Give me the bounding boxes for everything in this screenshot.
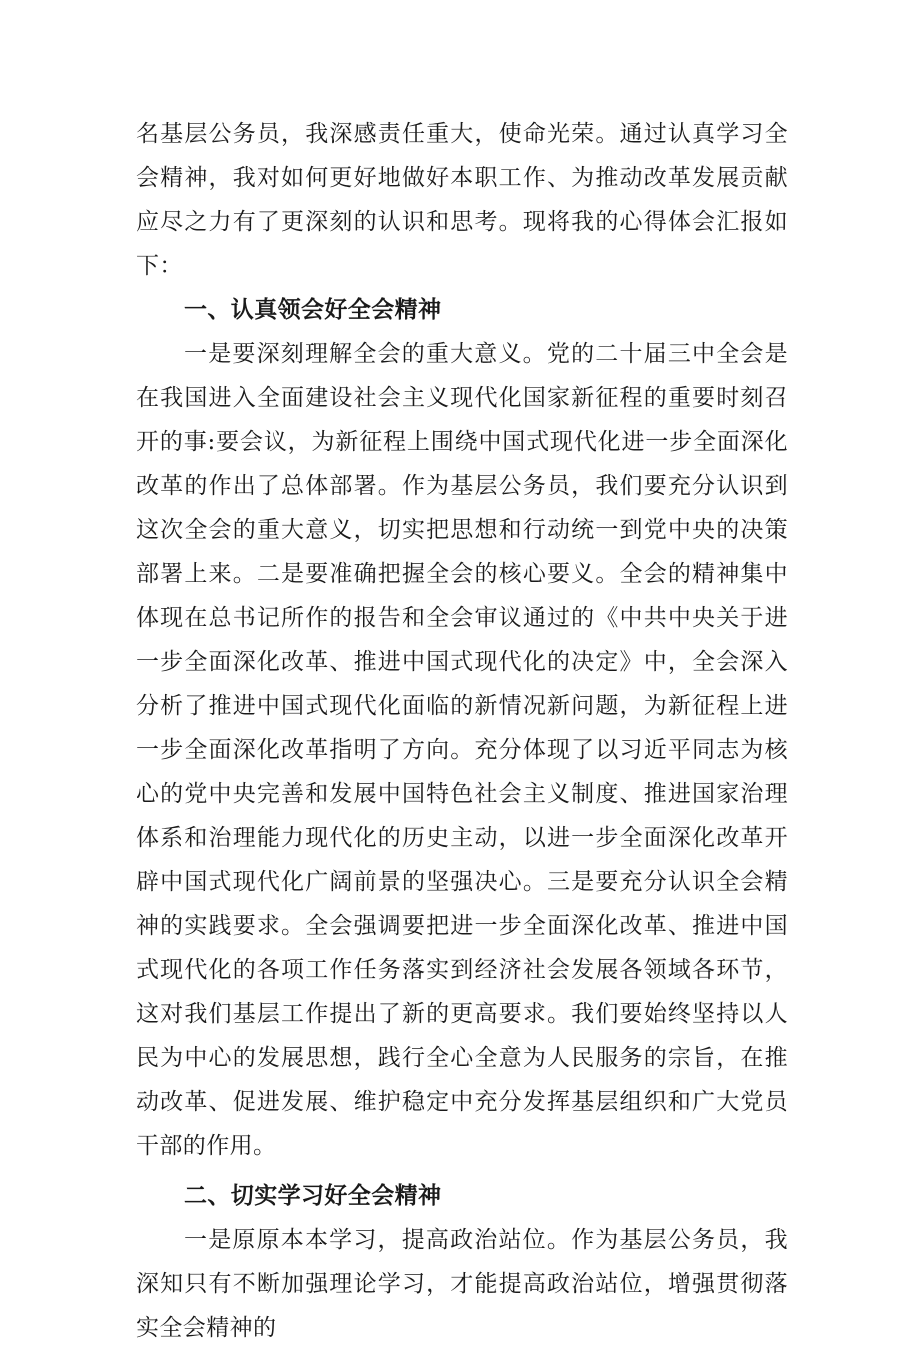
section-1-paragraph: 一是要深刻理解全会的重大意义。党的二十届三中全会是在我国进入全面建设社会主义现代化国家新征程的重要时刻召开的事:要会议，为新征程上围绕中国式现代化进一步全面深化改革的作出了总体部署。作为基层公务员，我们要充分认识到这次全会的重大意义，切实把思想和行动统一到党中央的决策部署上来。二是要准确把握全会的核心要义。全会的精神集中体现在总书记所作的报告和全会审议通过的《中共中央关于进一步全面深化改革、推进中国式现代化的决定》中，全会深入分析了推进中国式现代化面临的新情况新问题，为新征程上进一步全面深化改革指明了方向。充分体现了以习近平同志为核心的党中央完善和发展中国特色社会主义制度、推进国家治理体系和治理能力现代化的历史主动，以进一步全面深化改革开辟中国式现代化广阔前景的坚强决心。三是要充分认识全会精神的实践要求。全会强调要把进一步全面深化改革、推进中国式现代化的各项工作任务落实到经济社会发展各领域各环节，这对我们基层工作提出了新的更高要求。我们要始终坚持以人民为中心的发展思想，践行全心全意为人民服务的宗旨，在推动改革、促进发展、维护稳定中充分发挥基层组织和广大党员干部的作用。 [136,341,788,1159]
section-heading-2: 二、切实学习好全会精神 [184,1183,442,1209]
section-heading-1: 一、认真领会好全会精神 [184,297,442,323]
intro-paragraph: 名基层公务员，我深感责任重大，使命光荣。通过认真学习全会精神，我对如何更好地做好本职工作、为推动改革发展贡献应尽之力有了更深刻的认识和思考。现将我的心得体会汇报如下： [136,121,788,279]
document-body [136,112,788,1350]
section-2-paragraph: 一是原原本本学习，提高政治站位。作为基层公务员，我深知只有不断加强理论学习，才能提高政治站位，增强贯彻落实全会精神的 [136,1227,788,1341]
